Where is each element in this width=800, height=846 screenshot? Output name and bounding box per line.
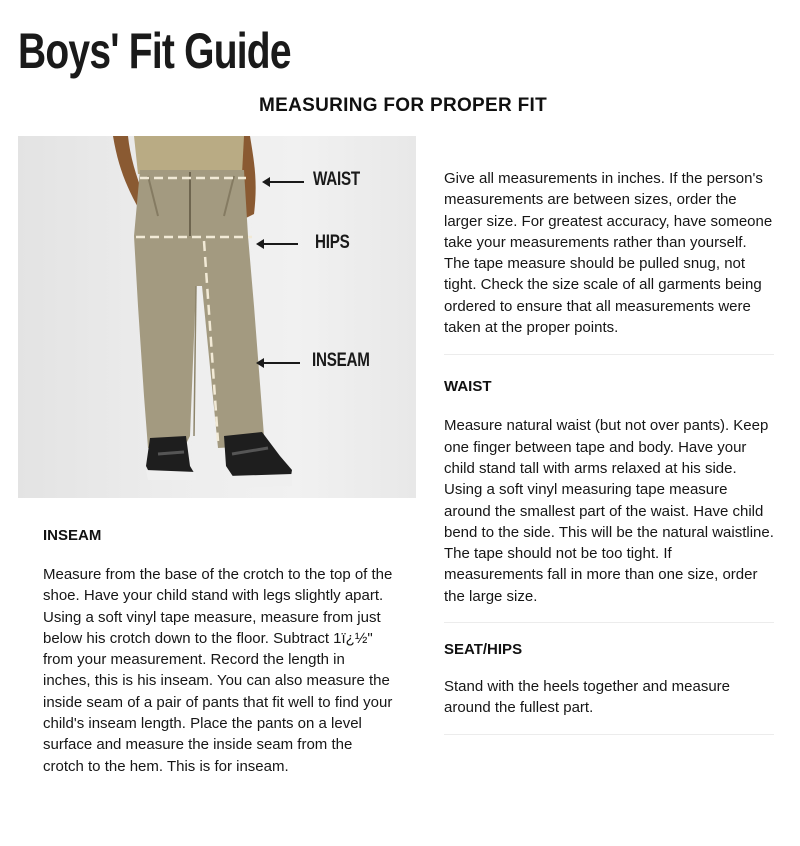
figure-label-hips: HIPS (315, 232, 350, 253)
left-column (43, 527, 393, 777)
divider (444, 734, 774, 735)
measurement-diagram-image (18, 136, 416, 498)
intro-paragraph: Give all measurements in inches. If the person's measurements are between sizes, order the larger size. For greatest accuracy, have someone take your measurements rather than yourself. The tape measure should be pulled snug, not tight. Check the size scale of all garments being ordered to ensure that all measurements were taken at the proper points. (444, 170, 773, 337)
figure-label-waist: WAIST (313, 169, 360, 190)
page-subtitle: MEASURING FOR PROPER FIT (259, 95, 547, 116)
divider (444, 354, 774, 355)
inseam-heading: INSEAM (43, 527, 102, 544)
waist-heading: WAIST (444, 378, 492, 396)
figure-label-inseam: INSEAM (312, 350, 370, 371)
waist-paragraph: Measure natural waist (but not over pants). Keep one finger between tape and body. Have your child stand tall with arms relaxed at his side. Using a soft vinyl measuring tape measure around the smallest part of the waist. Have child bend to the side. This will be the natural waistline. The tape should not be too tight. If measurements fall in more than one size, order the large size. (444, 417, 774, 605)
right-column (444, 168, 774, 735)
inseam-paragraph: Measure from the base of the crotch to the top of the shoe. Have your child stand with legs slightly apart. Using a soft vinyl tape measure, measure from just below his crotch down to the floor. Subtract 1ï¿½" from your measurement. Record the length in inches, this is his inseam. You can also measure the inside seam of a pair of pants that fit well to find your child's inseam length. Place the pants on a level surface and measure the inside seam from the crotch to the hem. This is for inseam. (43, 566, 393, 775)
waist-arrow-icon (264, 181, 304, 183)
page-title: Boys' Fit Guide (18, 23, 291, 79)
seat-hips-heading: SEAT/HIPS (444, 641, 523, 659)
seat-hips-paragraph: Stand with the heels together and measure around the fullest part. (444, 678, 731, 717)
hips-arrow-icon (258, 243, 298, 245)
inseam-arrow-icon (258, 362, 300, 364)
divider (444, 622, 774, 623)
